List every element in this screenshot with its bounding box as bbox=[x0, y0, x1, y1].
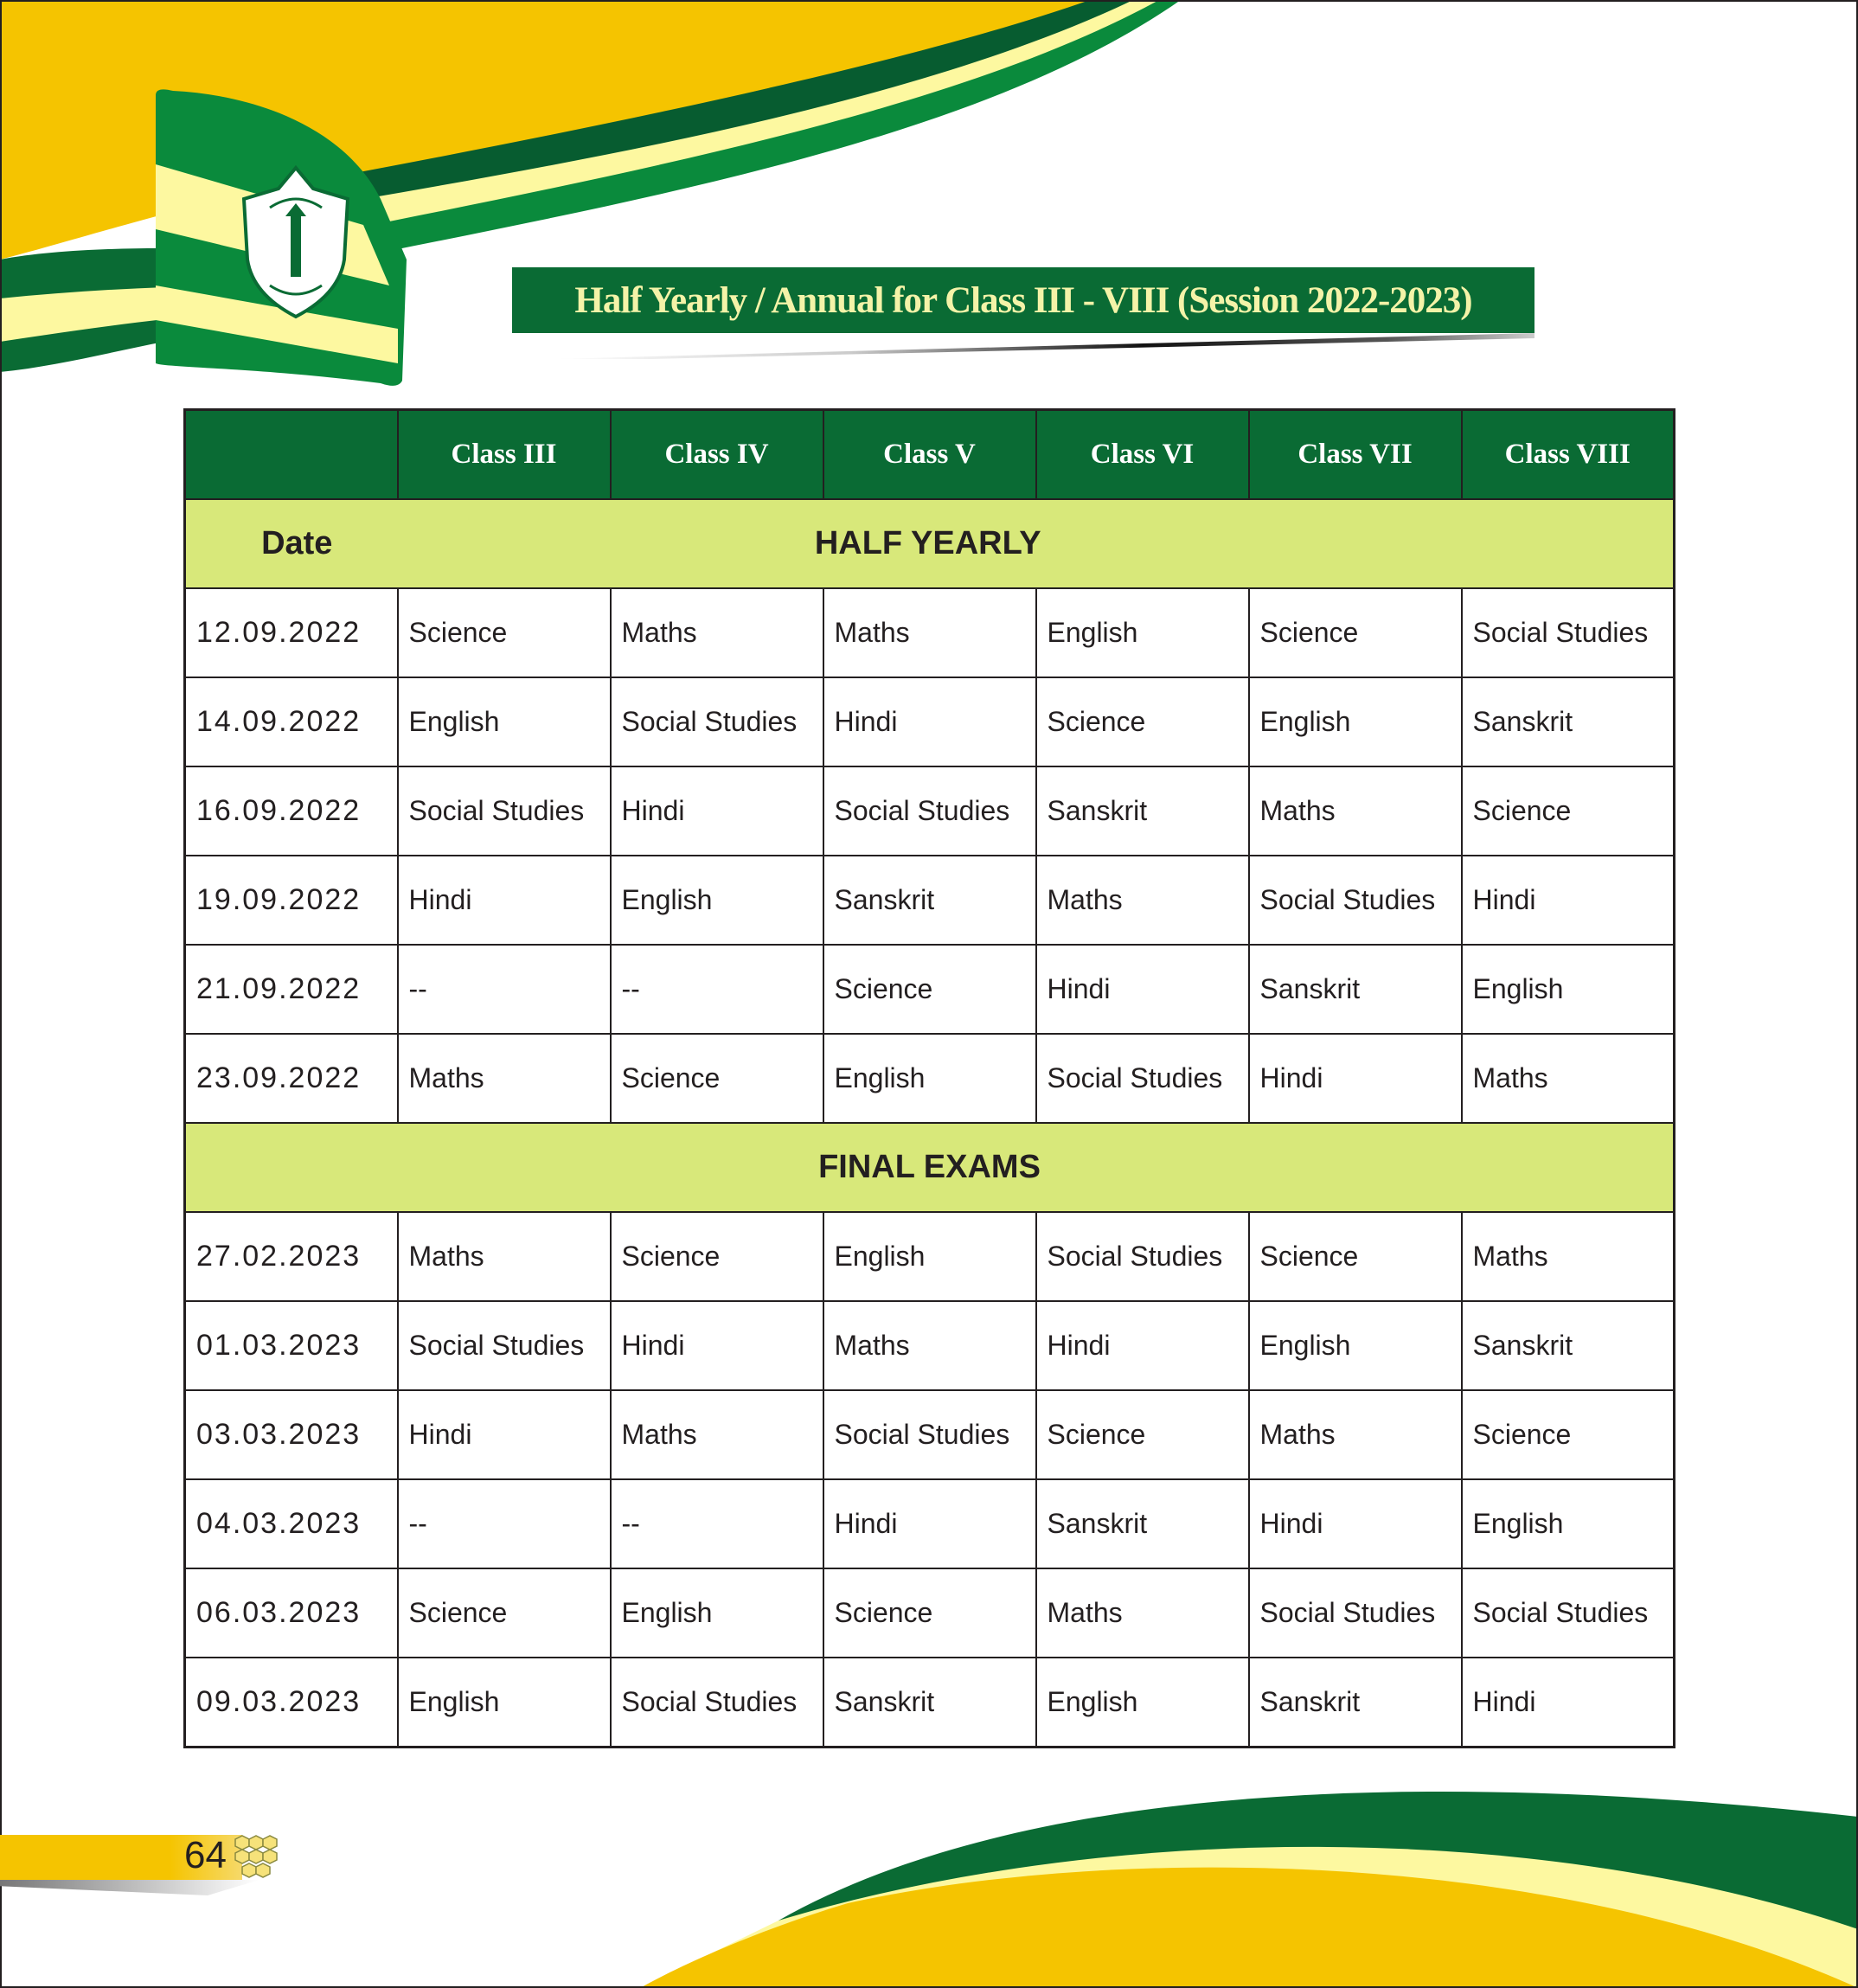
table-row bbox=[185, 1479, 1675, 1568]
subject-cell: Maths bbox=[398, 1212, 611, 1301]
subject-cell: Hindi bbox=[1249, 1034, 1462, 1123]
subject-cell: Hindi bbox=[823, 1479, 1036, 1568]
subject-cell: Hindi bbox=[1462, 1658, 1675, 1748]
subject-cell: Maths bbox=[611, 588, 823, 677]
header-row bbox=[185, 410, 1675, 500]
subject-cell: English bbox=[611, 1568, 823, 1658]
subject-cell: Science bbox=[1036, 1390, 1249, 1479]
table-row bbox=[185, 1034, 1675, 1123]
table-row bbox=[185, 766, 1675, 856]
exam-date: 23.09.2022 bbox=[185, 1034, 398, 1123]
subject-cell: Sanskrit bbox=[1249, 1658, 1462, 1748]
subject-cell: English bbox=[1249, 1301, 1462, 1390]
exam-date: 16.09.2022 bbox=[185, 766, 398, 856]
subject-cell: Science bbox=[611, 1212, 823, 1301]
subject-cell: Sanskrit bbox=[1036, 766, 1249, 856]
subject-cell: Social Studies bbox=[611, 1658, 823, 1748]
subject-cell: Science bbox=[823, 1568, 1036, 1658]
exam-date: 04.03.2023 bbox=[185, 1479, 398, 1568]
subject-cell: Social Studies bbox=[823, 766, 1036, 856]
subject-cell: English bbox=[398, 677, 611, 766]
subject-cell: English bbox=[1462, 945, 1675, 1034]
subject-cell: Maths bbox=[823, 588, 1036, 677]
subject-cell: Social Studies bbox=[611, 677, 823, 766]
column-header: Class V bbox=[823, 410, 1036, 500]
column-header: Class VI bbox=[1036, 410, 1249, 500]
subject-cell: Maths bbox=[611, 1390, 823, 1479]
exam-date: 27.02.2023 bbox=[185, 1212, 398, 1301]
header-blank bbox=[185, 410, 398, 500]
subject-cell: Hindi bbox=[1462, 856, 1675, 945]
subject-cell: -- bbox=[398, 945, 611, 1034]
column-header: Class III bbox=[398, 410, 611, 500]
table-row bbox=[185, 856, 1675, 945]
subject-cell: Social Studies bbox=[1036, 1034, 1249, 1123]
subject-cell: Hindi bbox=[1036, 1301, 1249, 1390]
section-header-row bbox=[185, 1123, 1675, 1212]
table-row bbox=[185, 1301, 1675, 1390]
exam-date: 14.09.2022 bbox=[185, 677, 398, 766]
subject-cell: Sanskrit bbox=[823, 1658, 1036, 1748]
subject-cell: English bbox=[823, 1212, 1036, 1301]
section-header-row bbox=[185, 499, 1675, 588]
subject-cell: Hindi bbox=[611, 766, 823, 856]
table-row bbox=[185, 1568, 1675, 1658]
subject-cell: English bbox=[1036, 1658, 1249, 1748]
subject-cell: Maths bbox=[398, 1034, 611, 1123]
page-title: Half Yearly / Annual for Class III - VIII (Session 2022-2023) bbox=[512, 267, 1534, 333]
subject-cell: Social Studies bbox=[823, 1390, 1036, 1479]
subject-cell: Hindi bbox=[1249, 1479, 1462, 1568]
exam-date: 19.09.2022 bbox=[185, 856, 398, 945]
subject-cell: Social Studies bbox=[1462, 1568, 1675, 1658]
table-row bbox=[185, 1212, 1675, 1301]
honeycomb-icon bbox=[227, 1832, 280, 1881]
subject-cell: English bbox=[1249, 677, 1462, 766]
subject-cell: Science bbox=[398, 588, 611, 677]
column-header: Class VII bbox=[1249, 410, 1462, 500]
subject-cell: Science bbox=[1462, 766, 1675, 856]
subject-cell: English bbox=[823, 1034, 1036, 1123]
subject-cell: Social Studies bbox=[1249, 856, 1462, 945]
subject-cell: Sanskrit bbox=[1462, 677, 1675, 766]
subject-cell: Sanskrit bbox=[1036, 1479, 1249, 1568]
subject-cell: Sanskrit bbox=[823, 856, 1036, 945]
subject-cell: Social Studies bbox=[398, 1301, 611, 1390]
exam-date: 01.03.2023 bbox=[185, 1301, 398, 1390]
section-title: FINAL EXAMS bbox=[185, 1123, 1675, 1212]
exam-date: 03.03.2023 bbox=[185, 1390, 398, 1479]
exam-date: 21.09.2022 bbox=[185, 945, 398, 1034]
subject-cell: English bbox=[398, 1658, 611, 1748]
exam-date: 06.03.2023 bbox=[185, 1568, 398, 1658]
subject-cell: English bbox=[1462, 1479, 1675, 1568]
subject-cell: Maths bbox=[1036, 1568, 1249, 1658]
exam-date: 09.03.2023 bbox=[185, 1658, 398, 1748]
subject-cell: -- bbox=[611, 945, 823, 1034]
subject-cell: Science bbox=[823, 945, 1036, 1034]
subject-cell: English bbox=[1036, 588, 1249, 677]
subject-cell: Sanskrit bbox=[1462, 1301, 1675, 1390]
subject-cell: Hindi bbox=[398, 1390, 611, 1479]
table-row bbox=[185, 588, 1675, 677]
subject-cell: Hindi bbox=[611, 1301, 823, 1390]
subject-cell: Maths bbox=[1249, 1390, 1462, 1479]
table-row bbox=[185, 1658, 1675, 1748]
subject-cell: Sanskrit bbox=[1249, 945, 1462, 1034]
column-header: Class VIII bbox=[1462, 410, 1675, 500]
subject-cell: Science bbox=[1249, 1212, 1462, 1301]
subject-cell: Maths bbox=[1249, 766, 1462, 856]
exam-date: 12.09.2022 bbox=[185, 588, 398, 677]
date-label: Date bbox=[185, 499, 398, 588]
page-number: 64 bbox=[184, 1834, 227, 1876]
exam-schedule-table bbox=[183, 408, 1675, 1748]
subject-cell: Social Studies bbox=[1036, 1212, 1249, 1301]
subject-cell: Social Studies bbox=[1462, 588, 1675, 677]
subject-cell: Maths bbox=[1462, 1212, 1675, 1301]
subject-cell: English bbox=[611, 856, 823, 945]
subject-cell: -- bbox=[398, 1479, 611, 1568]
table-row bbox=[185, 677, 1675, 766]
subject-cell: Maths bbox=[823, 1301, 1036, 1390]
subject-cell: -- bbox=[611, 1479, 823, 1568]
subject-cell: Social Studies bbox=[1249, 1568, 1462, 1658]
table-row bbox=[185, 945, 1675, 1034]
subject-cell: Science bbox=[398, 1568, 611, 1658]
table-row bbox=[185, 1390, 1675, 1479]
section-title: HALF YEARLY bbox=[398, 499, 1675, 588]
subject-cell: Hindi bbox=[1036, 945, 1249, 1034]
subject-cell: Science bbox=[1462, 1390, 1675, 1479]
subject-cell: Science bbox=[611, 1034, 823, 1123]
subject-cell: Hindi bbox=[398, 856, 611, 945]
subject-cell: Science bbox=[1036, 677, 1249, 766]
column-header: Class IV bbox=[611, 410, 823, 500]
subject-cell: Maths bbox=[1036, 856, 1249, 945]
subject-cell: Science bbox=[1249, 588, 1462, 677]
subject-cell: Hindi bbox=[823, 677, 1036, 766]
subject-cell: Social Studies bbox=[398, 766, 611, 856]
subject-cell: Maths bbox=[1462, 1034, 1675, 1123]
